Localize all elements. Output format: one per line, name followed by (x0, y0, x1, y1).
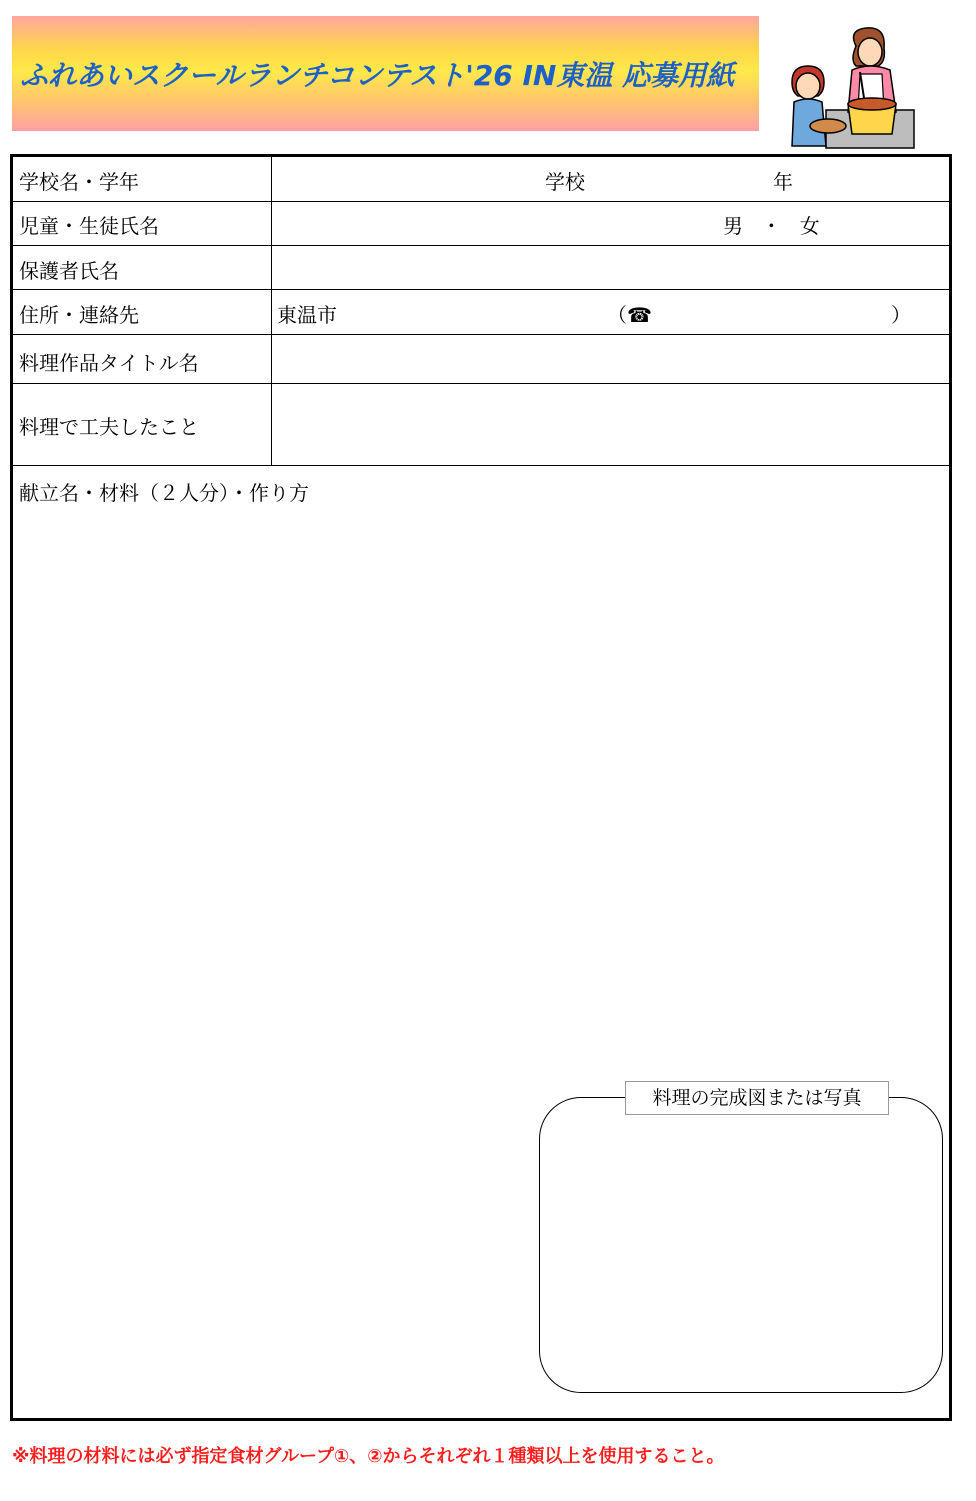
column-divider (271, 202, 272, 245)
school-grade-row (13, 157, 949, 202)
column-divider (271, 290, 272, 334)
school-grade-label: 学校名・学年 (19, 170, 139, 194)
grade-suffix: 年 (773, 170, 793, 194)
student-name-label: 児童・生徒氏名 (19, 214, 159, 238)
column-divider (271, 335, 272, 383)
city-prefix: 東温市 (277, 303, 337, 327)
guardian-name-label: 保護者氏名 (19, 259, 119, 283)
address-contact-row (13, 290, 949, 335)
column-divider (271, 246, 272, 289)
ingredient-rule-note: ※料理の材料には必ず指定食材グループ①、②からそれぞれ１種類以上を使用すること。 (12, 1446, 725, 1467)
student-name-row (13, 202, 949, 246)
gender-options[interactable]: 男 ・ 女 (723, 214, 820, 238)
column-divider (271, 157, 272, 201)
photo-area (539, 1097, 943, 1393)
page-title: ふれあいスクールランチコンテスト'26 IN東温 応募用紙 (20, 59, 735, 92)
title-banner (12, 16, 759, 131)
guardian-name-row (13, 246, 949, 290)
column-divider (271, 384, 272, 465)
menu-ingredients-label: 献立名・材料（２人分）・作り方 (19, 481, 309, 505)
application-form (10, 154, 952, 1421)
dish-title-label: 料理作品タイトル名 (19, 351, 199, 375)
cooking-ideas-row (13, 384, 949, 466)
cooking-ideas-label: 料理で工夫したこと (19, 415, 199, 439)
phone-open: （☎ (607, 303, 652, 327)
address-contact-label: 住所・連絡先 (19, 303, 139, 327)
dish-title-row (13, 335, 949, 384)
photo-area-label: 料理の完成図または写真 (625, 1081, 889, 1115)
phone-close: ） (891, 303, 911, 327)
school-suffix: 学校 (545, 170, 585, 194)
cooking-illustration (786, 22, 916, 150)
